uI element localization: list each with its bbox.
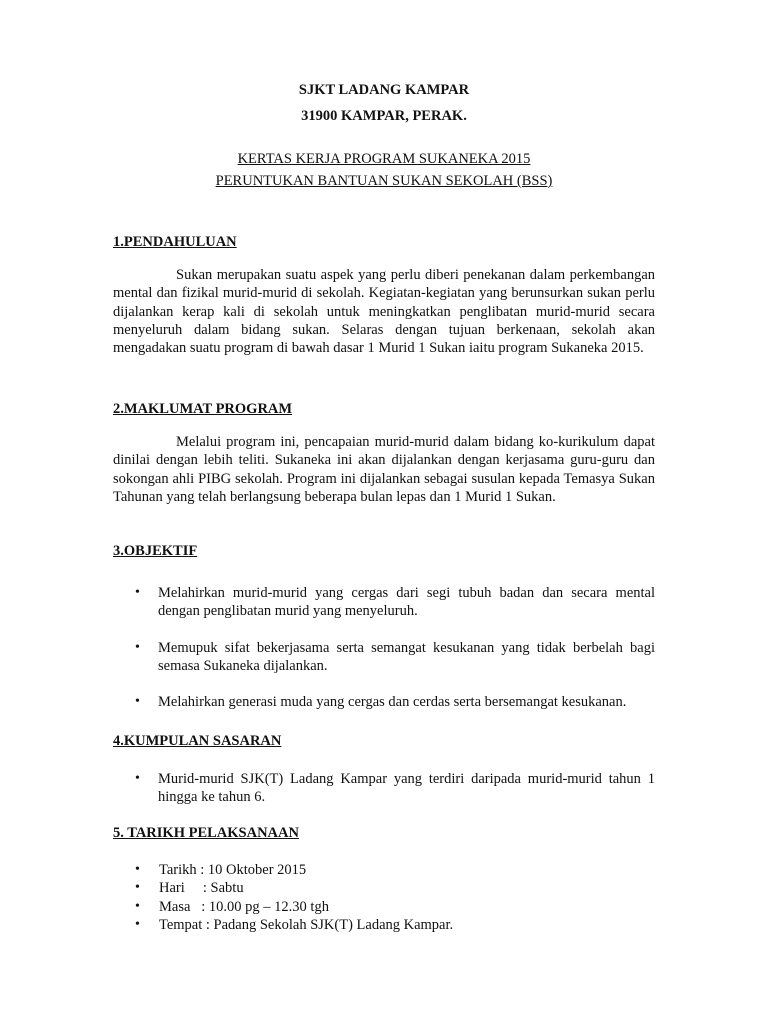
list-item: • Melahirkan generasi muda yang cergas dan cerdas serta bersemangat kesukanan. <box>135 694 627 711</box>
list-item: • Murid-murid SJK(T) Ladang Kampar yang terdiri daripada murid-murid tahun 1 hingga ke tahun 6. <box>135 771 655 806</box>
bullet-icon: • <box>135 862 140 877</box>
bullet-icon: • <box>135 916 140 932</box>
section-heading-sasaran: 4.KUMPULAN SASARAN <box>113 733 282 749</box>
sasaran-list <box>113 770 655 807</box>
paper-title: KERTAS KERJA PROGRAM SUKANEKA 2015 <box>237 151 531 167</box>
list-item: • Tarikh : 10 Oktober 2015 <box>135 862 307 878</box>
school-name: SJKT LADANG KAMPAR <box>298 82 470 98</box>
list-item: • Hari : Sabtu <box>135 880 244 897</box>
school-address: 31900 KAMPAR, PERAK. <box>301 108 467 124</box>
bullet-icon: • <box>135 898 140 914</box>
paragraph-maklumat: Melalui program ini, pencapaian murid-murid dalam bidang ko-kurikulum dapat dinilai dengan lebih teliti. Sukaneka ini akan dijalankan dengan kerjasama guru-guru dan sokongan ahli PIBG sekolah. Program ini dijalankan sebagai susulan kepada Temasya Sukan Tahunan yang telah berlangsung beberapa bulan lepas dan 1 Murid 1 Sukan. <box>113 434 655 505</box>
tarikh-list <box>113 861 655 934</box>
bullet-icon: • <box>135 585 140 600</box>
paper-subtitle: PERUNTUKAN BANTUAN SUKAN SEKOLAH (BSS) <box>215 173 553 189</box>
paragraph-pendahuluan: Sukan merupakan suatu aspek yang perlu diberi penekanan dalam perkembangan mental dan fizikal murid-murid di sekolah. Kegiatan-kegiatan yang berunsurkan sukan perlu dijalankan kerap kali di sekolah untuk meningkatkan penglibatan murid-murid secara menyeluruh dalam bidang sukan. Selaras dengan tujuan berkenaan, sekolah akan mengadakan suatu program di bawah dasar 1 Murid 1 Sukan iaitu program Sukaneka 2015. <box>113 267 655 357</box>
bullet-icon: • <box>135 639 140 655</box>
bullet-icon: • <box>135 694 140 710</box>
section-heading-pendahuluan: 1.PENDAHULUAN <box>113 234 237 250</box>
objektif-list <box>113 584 655 729</box>
section-heading-objektif: 3.OBJEKTIF <box>113 543 198 559</box>
bullet-icon: • <box>135 771 140 786</box>
section-heading-maklumat: 2.MAKLUMAT PROGRAM <box>113 401 293 417</box>
section-heading-tarikh: 5. TARIKH PELAKSANAAN <box>113 825 299 841</box>
list-item: • Melahirkan murid-murid yang cergas dari segi tubuh badan dan secara mental dengan penglibatan murid yang menyeluruh. <box>135 585 655 620</box>
list-item: • Memupuk sifat bekerjasama serta semangat kesukanan yang tidak berbelah bagi semasa Sukaneka dijalankan. <box>135 639 655 674</box>
list-item: • Masa : 10.00 pg – 12.30 tgh <box>135 898 329 915</box>
list-item: • Tempat : Padang Sekolah SJK(T) Ladang Kampar. <box>135 916 454 933</box>
bullet-icon: • <box>135 880 140 896</box>
